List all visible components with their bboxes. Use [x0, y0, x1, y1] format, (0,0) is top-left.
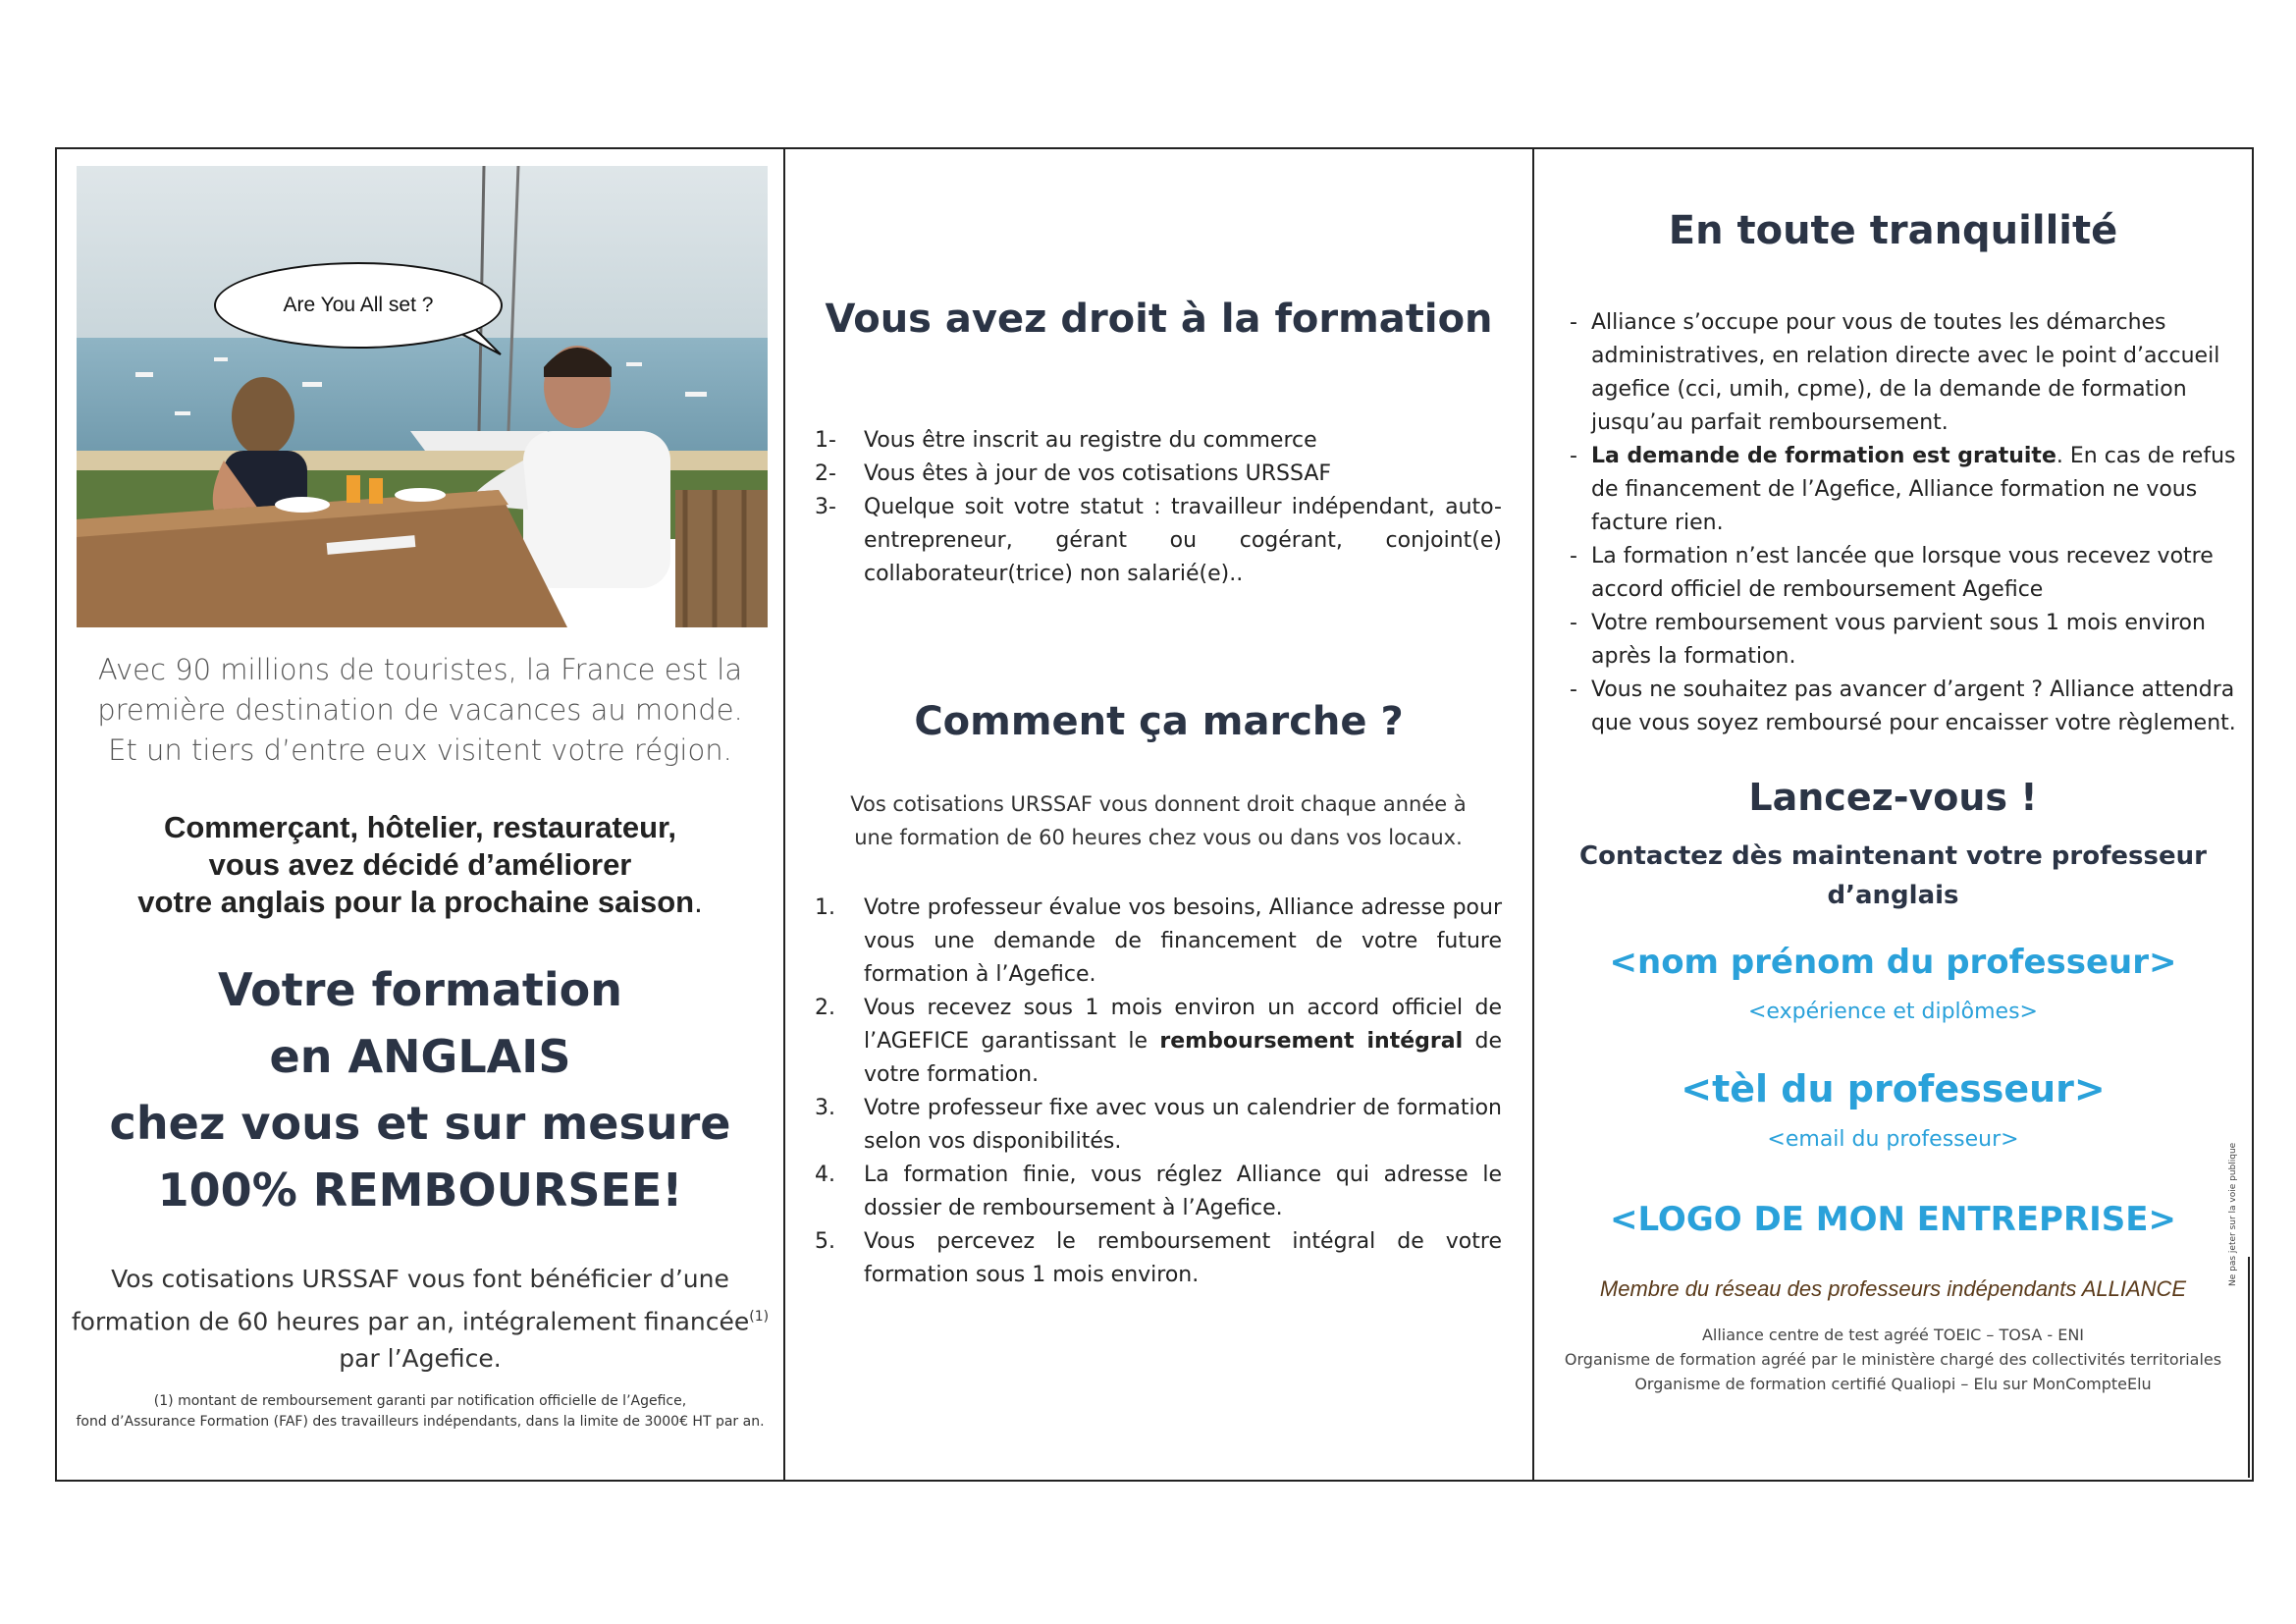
- step-number: 5.: [815, 1229, 835, 1254]
- headline-line: 100% REMBOURSEE!: [157, 1164, 683, 1217]
- benefit-text: Votre remboursement vous parvient sous 1 mois environ après la formation.: [1591, 611, 2206, 669]
- benefit-text: Vous ne souhaitez pas avancer d’argent ? Alliance attendra que vous soyez remboursé pour encaisser votre règlement.: [1591, 677, 2236, 735]
- trifold-brochure: [55, 147, 2254, 1482]
- step-text: Votre professeur évalue vos besoins, Alliance adresse pour vous une demande de financement de votre future formation à l’Agefice.: [864, 895, 1502, 987]
- step-text: Vous recevez sous 1 mois environ un accord officiel de l’AGEFICE garantissant le: [864, 996, 1502, 1054]
- step-number: 3.: [815, 1096, 835, 1120]
- condition-item: [815, 491, 1502, 591]
- footnote: [57, 1391, 783, 1433]
- item-text: Vous être inscrit au registre du commerce: [864, 428, 1317, 453]
- speech-bubble: Are You All set ?: [214, 262, 503, 349]
- professor-phone: <tèl du professeur>: [1681, 1067, 2106, 1110]
- panel-left: [57, 149, 783, 1480]
- how-it-works-intro: [815, 787, 1502, 854]
- intro-line: Avec 90 millions de touristes, la France est la: [97, 653, 743, 686]
- condition-item: [815, 424, 1502, 458]
- step-item: [815, 1225, 1502, 1292]
- headline: [57, 956, 783, 1223]
- step-number: 1.: [815, 895, 835, 920]
- financing-line: par l’Agefice.: [339, 1344, 502, 1374]
- company-logo-placeholder: <LOGO DE MON ENTREPRISE>: [1609, 1200, 2177, 1239]
- intro-paragraph: [57, 650, 783, 771]
- professor-experience: <expérience et diplômes>: [1748, 1000, 2038, 1024]
- target-line: votre anglais pour la prochaine saison: [137, 885, 695, 919]
- panel-right: [1534, 149, 2252, 1480]
- footnote-line: (1) montant de remboursement garanti par notification officielle de l’Agefice,: [153, 1393, 687, 1409]
- conditions-list: [815, 424, 1502, 591]
- benefit-text-bold: La demande de formation est gratuite: [1591, 444, 2056, 468]
- step-text: Vous percevez le remboursement intégral de votre formation sous 1 mois environ.: [864, 1229, 1502, 1287]
- item-text: Quelque soit votre statut : travailleur indépendant, auto-entrepreneur, gérant ou cogérant, conjoint(e) collaborateur(trice) non salarié(e)..: [864, 495, 1502, 586]
- accreditation-line: Alliance centre de test agréé TOEIC – TOSA - ENI: [1701, 1326, 2085, 1344]
- condition-item: [815, 458, 1502, 491]
- benefit-text: . En cas de refus de financement de l’Agefice, Alliance formation ne vous facture rien.: [1591, 444, 2236, 535]
- financing-line: formation de 60 heures par an, intégralement financée: [71, 1307, 750, 1336]
- step-number: 2.: [815, 996, 835, 1020]
- item-text: Vous êtes à jour de vos cotisations URSSAF: [864, 461, 1332, 486]
- cafe-beach-photo: [77, 166, 768, 627]
- dash: -: [1570, 544, 1577, 568]
- step-item: [815, 892, 1502, 992]
- professor-email: <email du professeur>: [1767, 1127, 2019, 1152]
- accreditation-line: Organisme de formation agréé par le ministère chargé des collectivités territoriales: [1564, 1350, 2222, 1369]
- step-item: [815, 1092, 1502, 1159]
- photo-illustration: [77, 166, 768, 627]
- intro-line: première destination de vacances au monde.: [97, 693, 743, 727]
- benefit-item: [1570, 440, 2237, 540]
- financing-paragraph: [57, 1261, 783, 1378]
- dash: -: [1570, 677, 1577, 702]
- professor-name: <nom prénom du professeur>: [1609, 943, 2177, 982]
- target-line: vous avez décidé d’améliorer: [208, 847, 632, 882]
- side-margin-line: [2248, 1257, 2250, 1478]
- target-line: Commerçant, hôtelier, restaurateur,: [163, 810, 677, 844]
- benefit-item: [1570, 674, 2237, 740]
- peace-of-mind-title: En toute tranquillité: [1668, 208, 2118, 253]
- litter-notice: Ne pas jeter sur la voie publique: [2228, 1142, 2238, 1286]
- rights-title: Vous avez droit à la formation: [825, 297, 1493, 342]
- target-period: .: [694, 885, 703, 919]
- headline-line: Votre formation: [218, 963, 622, 1016]
- step-item: [815, 992, 1502, 1092]
- step-number: 4.: [815, 1163, 835, 1187]
- dash: -: [1570, 444, 1577, 468]
- cta-line: Contactez dès maintenant votre professeur: [1579, 841, 2207, 871]
- step-text: Votre professeur fixe avec vous un calendrier de formation selon vos disponibilités.: [864, 1096, 1502, 1154]
- dash: -: [1570, 310, 1577, 335]
- steps-list: [815, 892, 1502, 1292]
- benefit-item: [1570, 306, 2237, 440]
- step-text: La formation finie, vous réglez Alliance qui adresse le dossier de remboursement à l’Agefice.: [864, 1163, 1502, 1220]
- footnote-marker: (1): [749, 1309, 770, 1325]
- accreditation-line: Organisme de formation certifié Qualiopi – Elu sur MonCompteElu: [1634, 1375, 2152, 1393]
- headline-line: en ANGLAIS: [269, 1030, 571, 1083]
- benefit-item: [1570, 607, 2237, 674]
- accreditations: [1534, 1323, 2252, 1396]
- benefits-list: [1570, 306, 2237, 740]
- financing-line: Vos cotisations URSSAF vous font bénéficier d’une: [111, 1265, 729, 1293]
- intro-line: une formation de 60 heures chez vous ou dans vos locaux.: [854, 826, 1463, 849]
- step-text: de votre formation.: [864, 1029, 1502, 1087]
- how-it-works-title: Comment ça marche ?: [914, 699, 1404, 744]
- item-number: 1-: [815, 428, 836, 453]
- cta-title: Lancez-vous !: [1748, 776, 2038, 819]
- footnote-line: fond d’Assurance Formation (FAF) des travailleurs indépendants, dans la limite de 3000€ HT par an.: [76, 1414, 765, 1430]
- cta-subtitle: [1534, 837, 2252, 915]
- cta-line: d’anglais: [1827, 881, 1959, 910]
- step-text-bold: remboursement intégral: [1159, 1029, 1464, 1054]
- item-number: 2-: [815, 461, 836, 486]
- network-membership: Membre du réseau des professeurs indépendants ALLIANCE: [1599, 1276, 2187, 1301]
- headline-line: chez vous et sur mesure: [109, 1097, 731, 1150]
- benefit-text: Alliance s’occupe pour vous de toutes les démarches administratives, en relation directe avec le point d’accueil agefice (cci, umih, cpme), de la demande de formation jusqu’au parfait remboursement.: [1591, 310, 2220, 435]
- benefit-item: [1570, 540, 2237, 607]
- target-audience-text: [57, 809, 783, 921]
- intro-line: Vos cotisations URSSAF vous donnent droit chaque année à: [850, 792, 1467, 816]
- step-item: [815, 1159, 1502, 1225]
- intro-line: Et un tiers d’entre eux visitent votre région.: [108, 733, 732, 767]
- panel-middle: [785, 149, 1532, 1480]
- dash: -: [1570, 611, 1577, 635]
- item-number: 3-: [815, 495, 836, 519]
- benefit-text: La formation n’est lancée que lorsque vous recevez votre accord officiel de remboursement Agefice: [1591, 544, 2214, 602]
